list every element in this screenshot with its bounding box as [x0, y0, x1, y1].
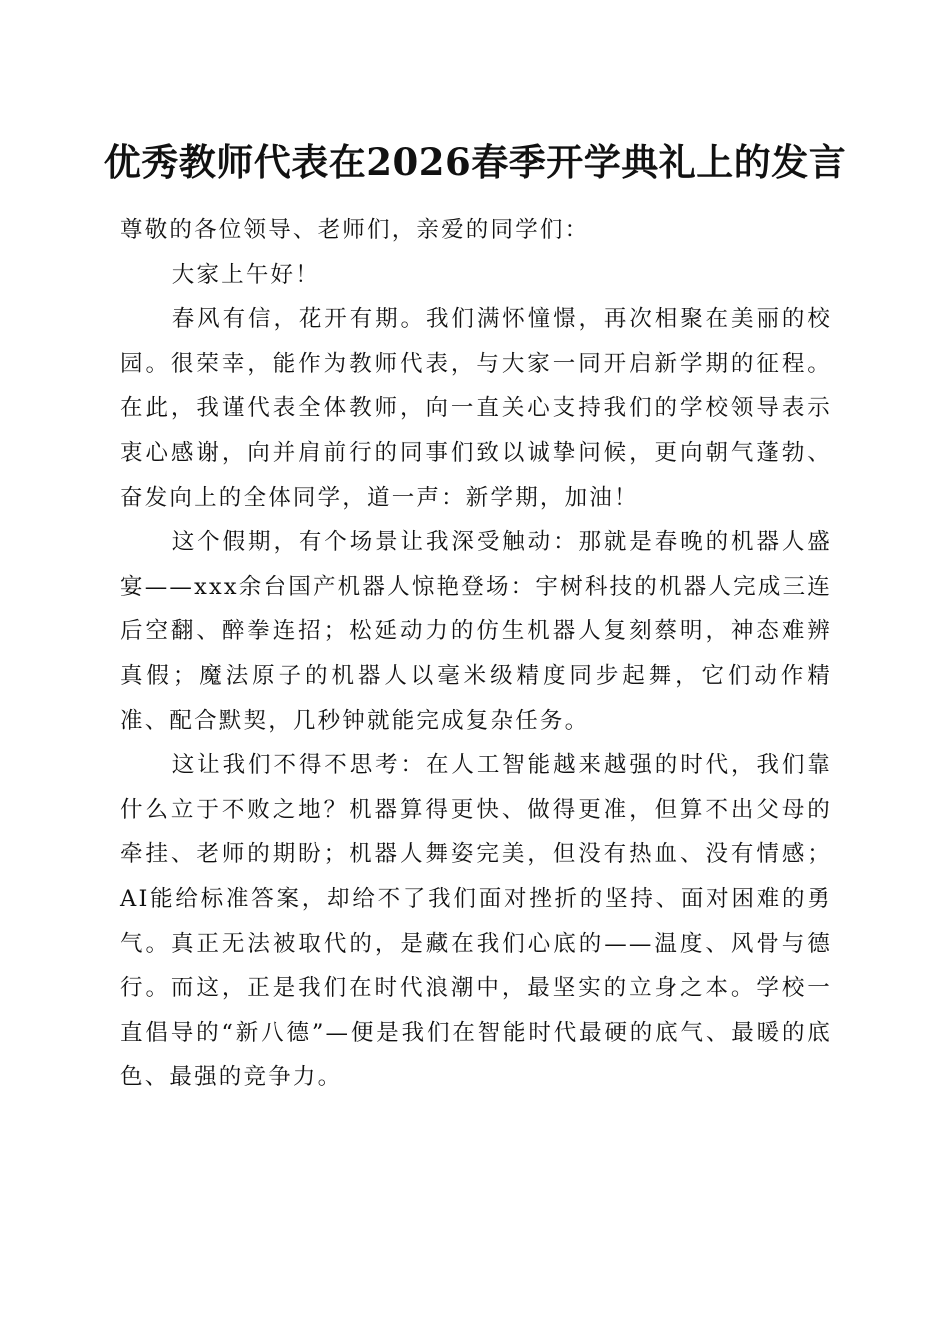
paragraph-reflection: 这让我们不得不思考：在人工智能越来越强的时代，我们靠什么立于不败之地？机器算得更快、做得更准，但算不出父母的牵挂、老师的期盼；机器人舞姿完美，但没有热血、没有情感；AI能给标准答案，却给不了我们面对挫折的坚持、面对困难的勇气。真正无法被取代的，是藏在我们心底的——温度、风骨与德行。而这，正是我们在时代浪潮中，最坚实的立身之本。学校一直倡导的“新八德”—便是我们在智能时代最硬的底气、最暖的底色、最强的竞争力。 — [120, 752, 832, 1091]
paragraph-robots: 这个假期，有个场景让我深受触动：那就是春晚的机器人盛宴——xxx余台国产机器人惊艳登场：宇树科技的机器人完成三连后空翻、醉拳连招；松延动力的仿生机器人复刻蔡明，神态难辨真假；魔法原子的机器人以毫米级精度同步起舞，它们动作精准、配合默契，几秒钟就能完成复杂任务。 — [120, 529, 832, 734]
document-title: 优秀教师代表在2026春季开学典礼上的发言 — [103, 140, 847, 184]
paragraph-greeting: 大家上午好！ — [171, 261, 320, 288]
salutation: 尊敬的各位领导、老师们，亲爱的同学们： — [120, 217, 590, 243]
paragraph-opening: 春风有信，花开有期。我们满怀憧憬，再次相聚在美丽的校园。很荣幸，能作为教师代表，与大家一同开启新学期的征程。在此，我谨代表全体教师，向一直关心支持我们的学校领导表示衷心感谢，向并肩前行的同事们致以诚挚问候，更向朝气蓬勃、奋发向上的全体同学，道一声：新学期，加油！ — [120, 306, 832, 511]
document-body — [120, 208, 832, 1100]
